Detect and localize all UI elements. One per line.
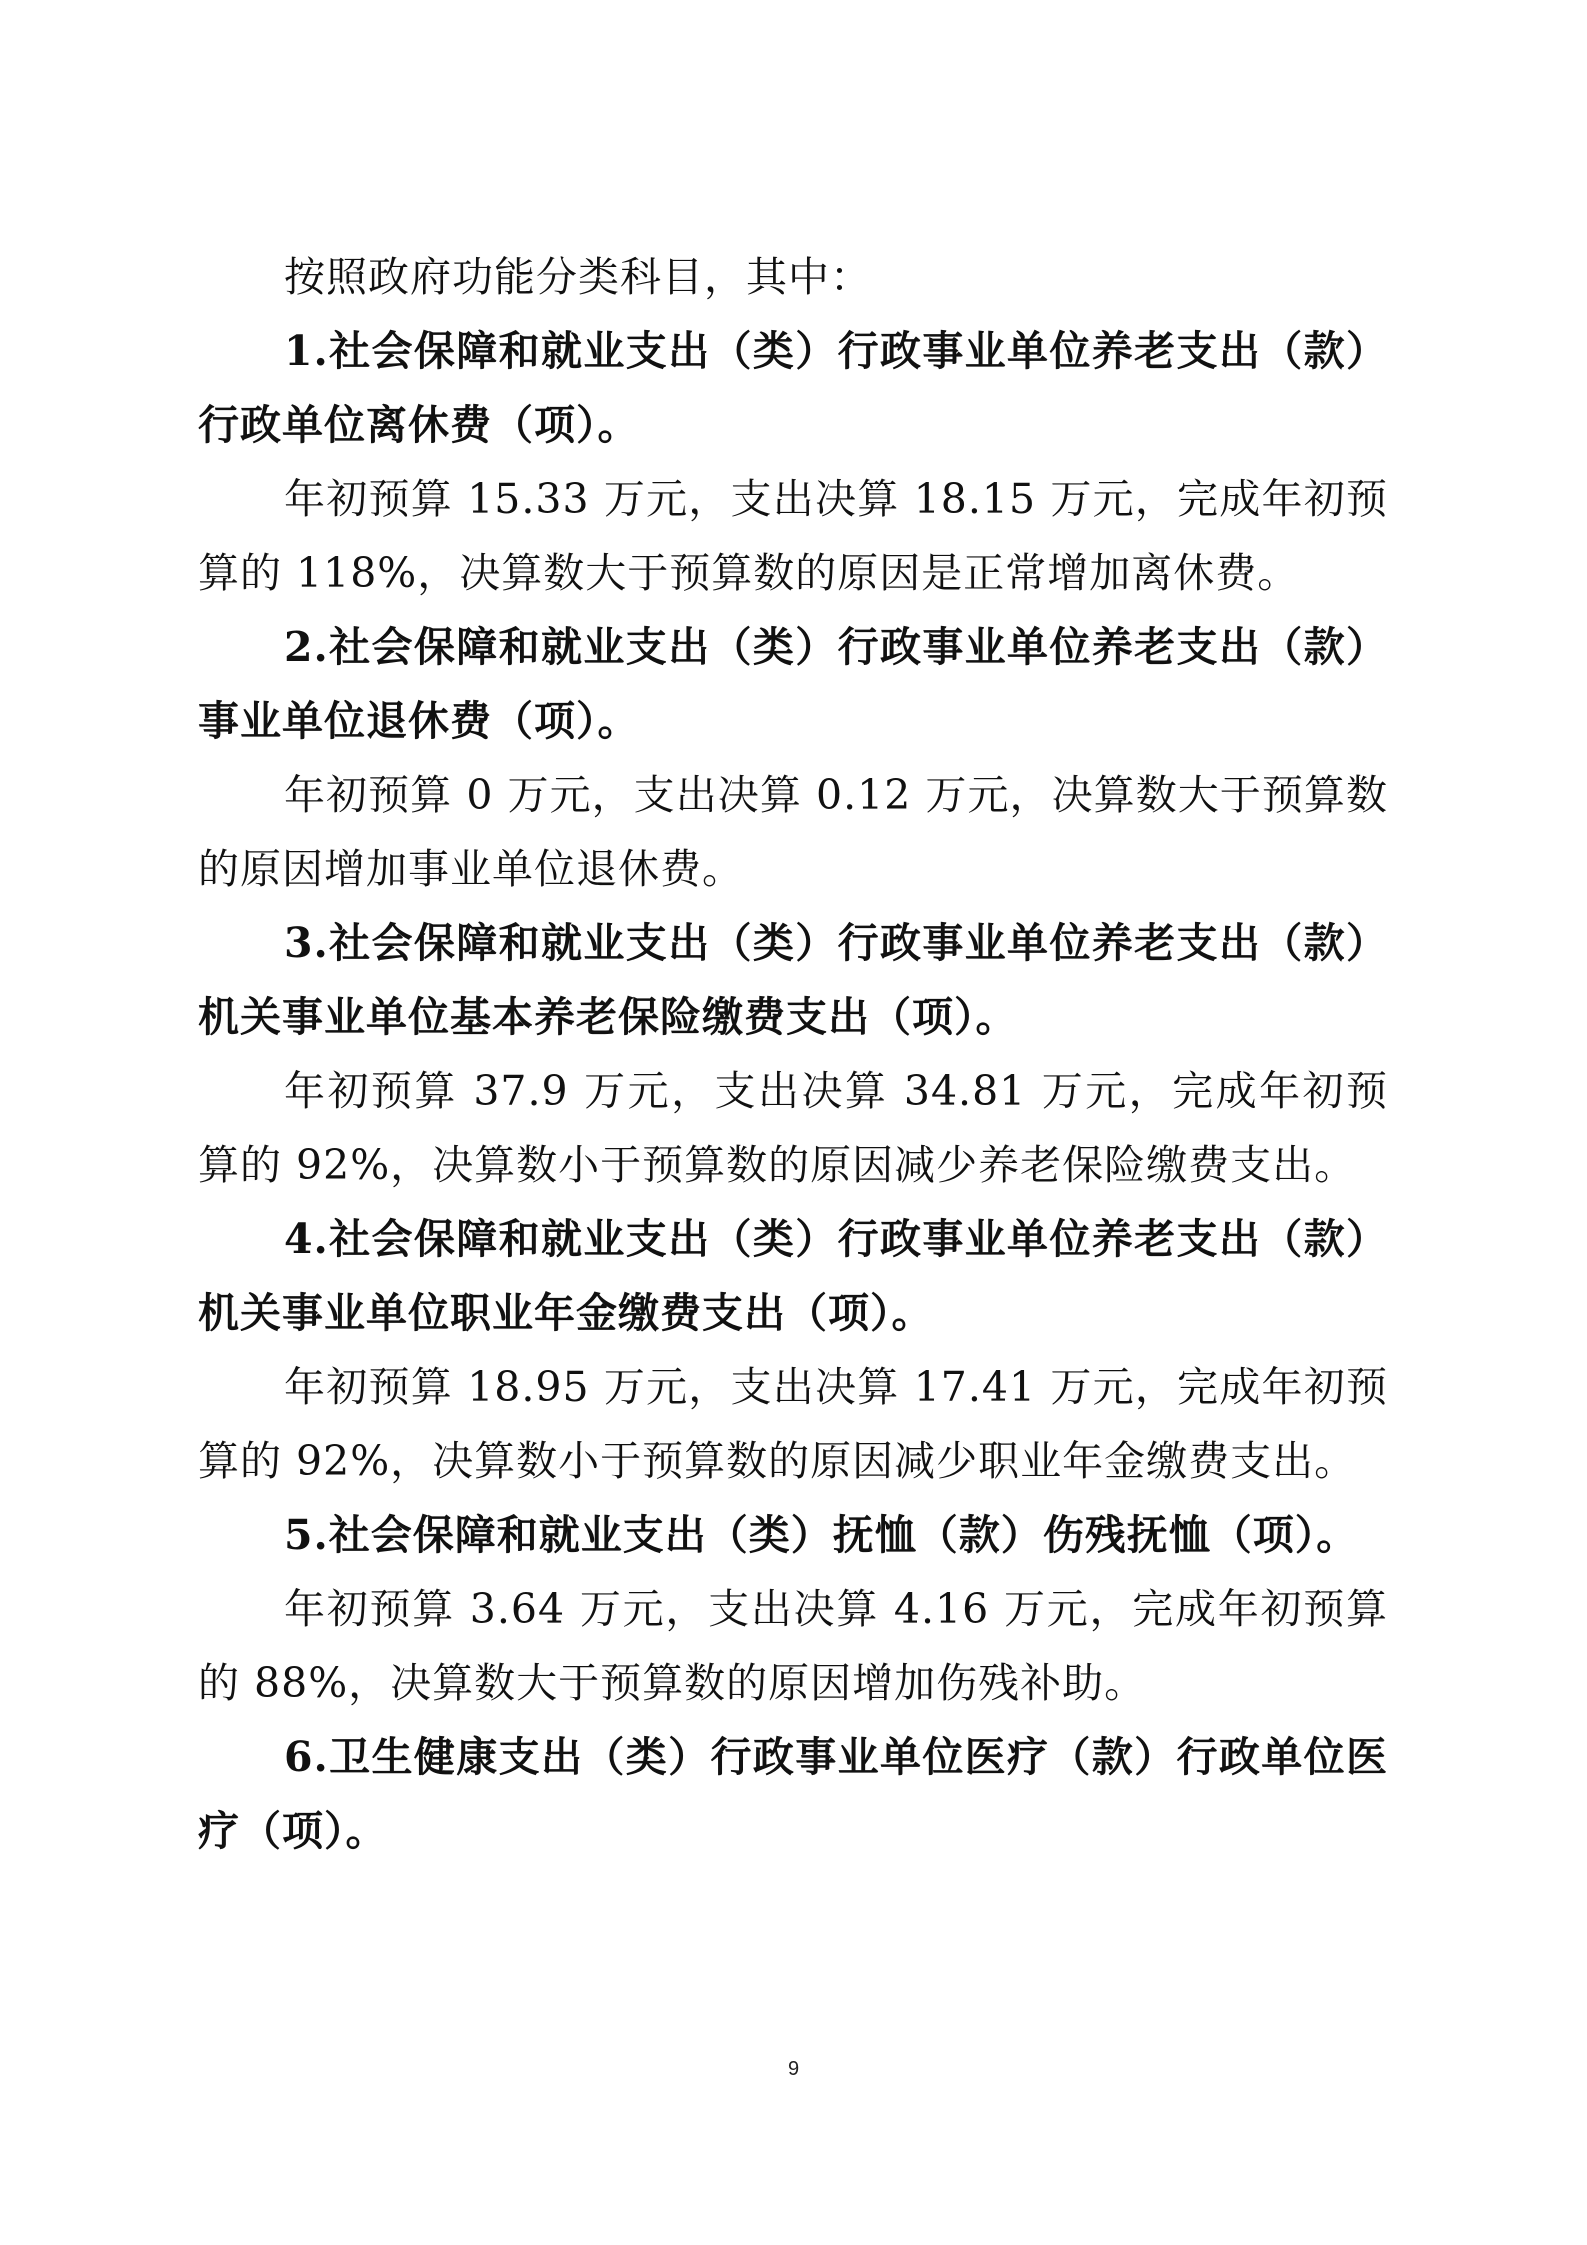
item-4-heading: 4.社会保障和就业支出（类）行政事业单位养老支出（款）机关事业单位职业年金缴费支出（项）。 bbox=[198, 1215, 1388, 1337]
item-2-detail: 年初预算 0 万元，支出决算 0.12 万元，决算数大于预算数的原因增加事业单位退休费。 bbox=[198, 771, 1388, 893]
item-4-detail: 年初预算 18.95 万元，支出决算 17.41 万元，完成年初预算的 92%，决算数小于预算数的原因减少职业年金缴费支出。 bbox=[198, 1363, 1388, 1485]
item-6-heading: 6.卫生健康支出（类）行政事业单位医疗（款）行政单位医疗（项）。 bbox=[198, 1733, 1388, 1855]
item-1-heading: 1.社会保障和就业支出（类）行政事业单位养老支出（款）行政单位离休费（项）。 bbox=[198, 327, 1388, 449]
intro-paragraph: 按照政府功能分类科目，其中： bbox=[284, 253, 872, 301]
item-3-heading: 3.社会保障和就业支出（类）行政事业单位养老支出（款）机关事业单位基本养老保险缴费支出（项）。 bbox=[198, 919, 1388, 1041]
item-5-detail: 年初预算 3.64 万元，支出决算 4.16 万元，完成年初预算的 88%，决算数大于预算数的原因增加伤残补助。 bbox=[198, 1585, 1388, 1707]
item-2-heading: 2.社会保障和就业支出（类）行政事业单位养老支出（款）事业单位退休费（项）。 bbox=[198, 623, 1388, 745]
item-1-detail: 年初预算 15.33 万元，支出决算 18.15 万元，完成年初预算的 118%，决算数大于预算数的原因是正常增加离休费。 bbox=[198, 475, 1388, 597]
item-5-heading: 5.社会保障和就业支出（类）抚恤（款）伤残抚恤（项）。 bbox=[284, 1511, 1359, 1559]
document-body bbox=[198, 240, 1388, 1868]
item-3-detail: 年初预算 37.9 万元，支出决算 34.81 万元，完成年初预算的 92%，决算数小于预算数的原因减少养老保险缴费支出。 bbox=[198, 1067, 1388, 1189]
page-number: 9 bbox=[787, 2058, 800, 2080]
